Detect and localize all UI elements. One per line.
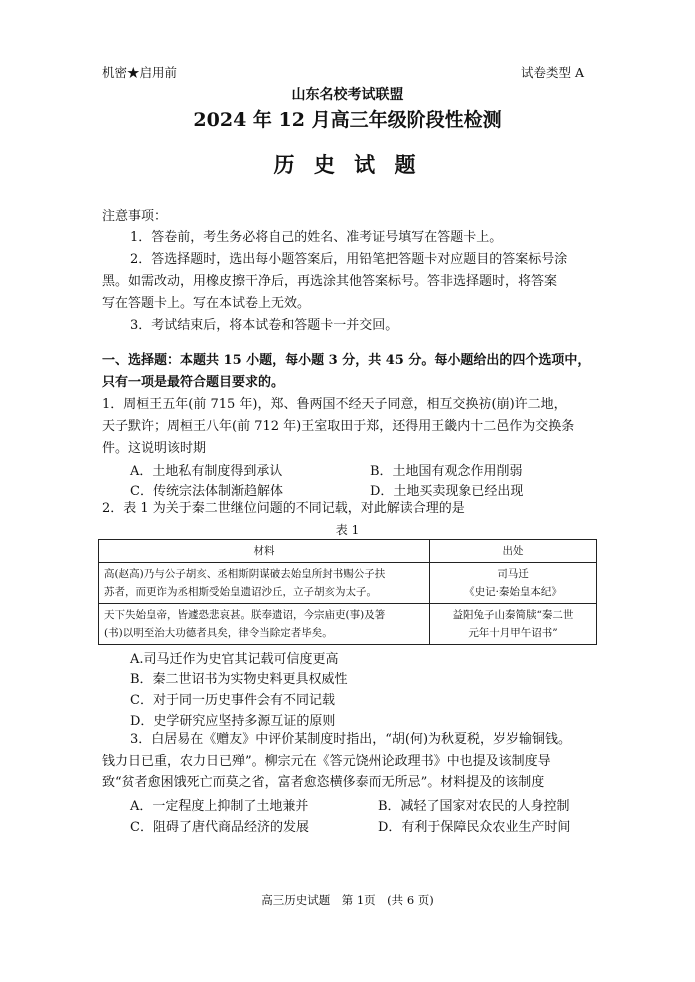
- q2-option-b: B．秦二世诏书为实物史料更具权威性: [130, 672, 348, 687]
- exam-org: 山东名校考试联盟: [291, 87, 404, 103]
- notice-line-3: 黑。如需改动，用橡皮擦干净后，再选涂其他答案标号。答非选择题时，将答案: [102, 274, 558, 289]
- subject-title: 历 史 试 题: [273, 152, 422, 177]
- q3-option-b: B．减轻了国家对农民的人身控制: [378, 799, 570, 814]
- notice-line-4: 写在答题卡上。写在本试卷上无效。: [102, 296, 311, 311]
- exam-title: 2024 年 12 月高三年级阶段性检测: [193, 109, 502, 131]
- q3-option-a: A．一定程度上抑制了土地兼并: [130, 799, 309, 814]
- q3-option-c: C．阻碍了唐代商品经济的发展: [130, 820, 309, 835]
- q2-stem: 2．表 1 为关于秦二世继位问题的不同记载，对此解读合理的是: [102, 501, 465, 516]
- page-footer: 高三历史试题 第 1页 (共 6 页): [261, 893, 434, 907]
- table-row: [99, 563, 597, 604]
- table-row: [99, 604, 597, 645]
- q1-stem-2: 天子默许；周桓王八年(前 712 年)王室取田于郑，还得用王畿内十二邑作为交换条: [102, 419, 575, 434]
- notice-line-2: 2．答选择题时，选出每小题答案后，用铅笔把答题卡对应题目的答案标号涂: [130, 252, 568, 267]
- q1-option-a: A．土地私有制度得到承认: [130, 464, 283, 479]
- q3-option-d: D．有利于保障民众农业生产时间: [378, 820, 571, 835]
- paper-type-label: 试卷类型 A: [521, 65, 585, 80]
- q1-stem-1: 1．周桓王五年(前 715 年)，郑、鲁两国不经天子同意，相互交换祊(崩)许二地，: [102, 397, 567, 412]
- q2-option-d: D．史学研究应坚持多源互证的原则: [130, 714, 336, 729]
- table-cell-material: 高(赵高)乃与公子胡亥、丞相斯阴谋破去始皇所封书赐公子扶 苏者，而更诈为丞相斯受始皇遗诏沙丘，立子胡亥为太子。: [99, 563, 430, 604]
- notice-line-5: 3．考试结束后，将本试卷和答题卡一并交回。: [130, 318, 399, 333]
- table-header-source: 出处: [430, 540, 597, 563]
- notice-heading: 注意事项：: [102, 209, 168, 224]
- table-caption: 表 1: [335, 523, 360, 537]
- q1-stem-3: 件。这说明该时期: [102, 441, 207, 456]
- section-heading-2: 只有一项是最符合题目要求的。: [102, 375, 285, 390]
- table-cell-material: 天下失始皇帝，皆遽恐悲哀甚。朕奉遗诏，今宗庙吏(事)及箸 (书)以明至治大功德者具矣，律令当除定者毕矣。: [99, 604, 430, 645]
- q2-option-a: A.司马迁作为史官其记载可信度更高: [130, 652, 339, 667]
- table-header-material: 材料: [99, 540, 430, 563]
- section-heading-1: 一、选择题：本题共 15 小题，每小题 3 分，共 45 分。每小题给出的四个选项中，: [102, 353, 591, 368]
- q3-stem-3: 致“贫者愈困饿死亡而莫之省，富者愈恣横侈泰而无所忌”。材料提及的该制度: [102, 775, 545, 790]
- table-cell-source: 司马迁 《史记·秦始皇本纪》: [430, 563, 597, 604]
- q1-option-c: C．传统宗法体制渐趋解体: [130, 484, 283, 499]
- confidential-label: 机密★启用前: [102, 65, 178, 80]
- q1-option-b: B．土地国有观念作用削弱: [370, 464, 523, 479]
- table-1: [98, 539, 597, 645]
- q3-stem-2: 钱力日已重，农力日已殚”。柳宗元在《答元饶州论政理书》中也提及该制度导: [102, 754, 551, 769]
- q1-option-d: D．土地买卖现象已经出现: [370, 484, 524, 499]
- notice-line-1: 1．答卷前，考生务必将自己的姓名、准考证号填写在答题卡上。: [130, 230, 503, 245]
- q2-option-c: C．对于同一历史事件会有不同记载: [130, 693, 335, 708]
- q3-stem-1: 3．白居易在《赠友》中评价某制度时指出，“胡(何)为秋夏税，岁岁输铜钱。: [130, 732, 572, 747]
- table-cell-source: 益阳兔子山秦简牍“秦二世 元年十月甲午诏书”: [430, 604, 597, 645]
